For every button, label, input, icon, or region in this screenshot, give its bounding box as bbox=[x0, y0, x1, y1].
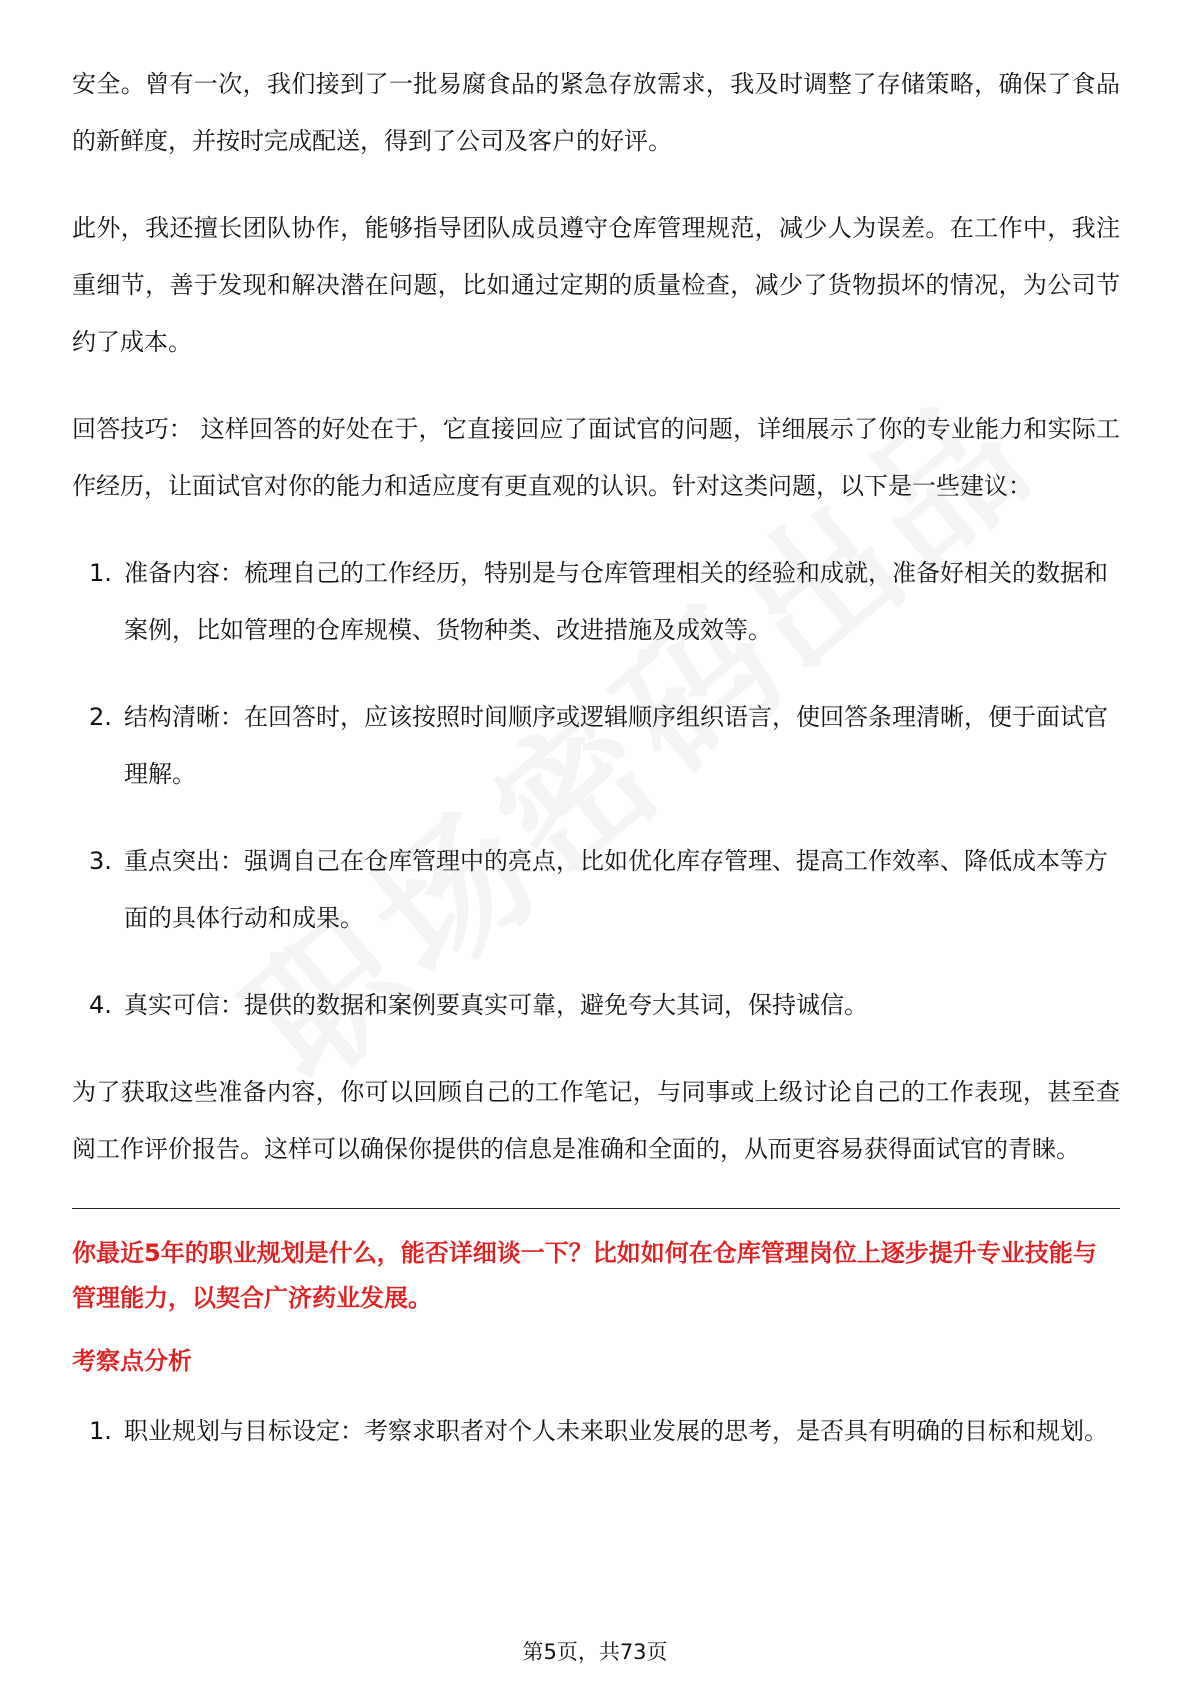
paragraph: 此外，我还擅长团队协作，能够指导团队成员遵守仓库管理规范，减少人为误差。在工作中，我注重细节，善于发现和解决潜在问题，比如通过定期的质量检查，减少了货物损坏的情况，为公司节约了成本。 bbox=[72, 214, 1120, 356]
paragraph: 安全。曾有一次，我们接到了一批易腐食品的紧急存放需求，我及时调整了存储策略，确保了食品的新鲜度，并按时完成配送，得到了公司及客户的好评。 bbox=[72, 70, 1120, 155]
list-item bbox=[72, 1403, 1120, 1460]
list-item bbox=[72, 833, 1120, 947]
list-item bbox=[72, 977, 1120, 1034]
list-number: 1. bbox=[89, 559, 112, 587]
list-item-text: 职业规划与目标设定：考察求职者对个人未来职业发展的思考，是否具有明确的目标和规划。 bbox=[124, 1417, 1108, 1445]
tips-list bbox=[72, 545, 1120, 1034]
answer-tips-paragraph: 回答技巧： 这样回答的好处在于，它直接回应了面试官的问题，详细展示了你的专业能力和实际工作经历，让面试官对你的能力和适应度有更直观的认识。针对这类问题，以下是一些建议： bbox=[72, 415, 1120, 500]
page-content bbox=[72, 56, 1120, 1460]
list-item-text: 重点突出：强调自己在仓库管理中的亮点，比如优化库存管理、提高工作效率、降低成本等方面的具体行动和成果。 bbox=[124, 847, 1108, 932]
list-item-text: 准备内容：梳理自己的工作经历，特别是与仓库管理相关的经验和成就，准备好相关的数据和案例，比如管理的仓库规模、货物种类、改进措施及成效等。 bbox=[124, 559, 1108, 644]
interview-question: 你最近5年的职业规划是什么，能否详细谈一下？比如如何在仓库管理岗位上逐步提升专业技能与管理能力，以契合广济药业发展。 bbox=[72, 1239, 1097, 1312]
list-item bbox=[72, 689, 1120, 803]
list-number: 2. bbox=[89, 703, 112, 731]
section-divider bbox=[72, 1208, 1120, 1209]
list-number: 4. bbox=[89, 991, 112, 1019]
list-number: 3. bbox=[89, 847, 112, 875]
closing-paragraph: 为了获取这些准备内容，你可以回顾自己的工作笔记，与同事或上级讨论自己的工作表现，甚至查阅工作评价报告。这样可以确保你提供的信息是准确和全面的，从而更容易获得面试官的青睐。 bbox=[72, 1078, 1120, 1163]
list-number: 1. bbox=[89, 1417, 112, 1445]
list-item-text: 真实可信：提供的数据和案例要真实可靠，避免夸大其词，保持诚信。 bbox=[124, 991, 868, 1019]
analysis-heading: 考察点分析 bbox=[72, 1347, 192, 1375]
list-item bbox=[72, 545, 1120, 659]
list-item-text: 结构清晰：在回答时，应该按照时间顺序或逻辑顺序组织语言，使回答条理清晰，便于面试官理解。 bbox=[124, 703, 1108, 788]
analysis-list bbox=[72, 1403, 1120, 1460]
page-footer: 第5页，共73页 bbox=[522, 1640, 668, 1664]
